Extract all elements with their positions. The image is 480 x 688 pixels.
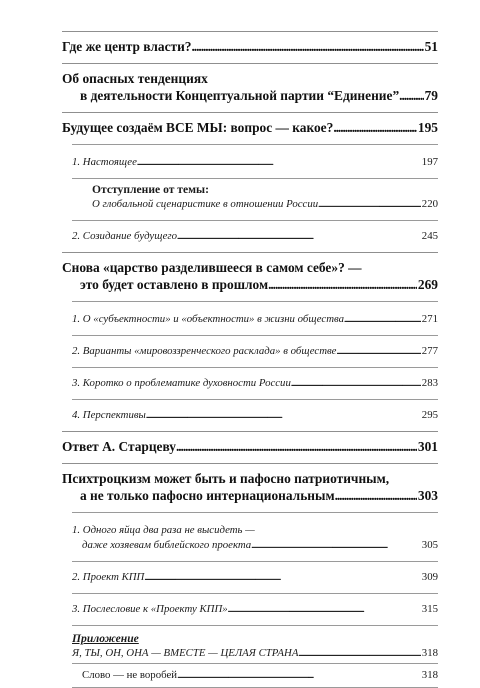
dot-leader: [144, 570, 420, 585]
dot-leader: [399, 87, 423, 104]
subentry-title: 2. Варианты «мировоззренческого расклада» в обществе: [72, 345, 337, 357]
page-number: 301: [417, 439, 438, 454]
subentry-title-line-1: 1. Одного яйца два раза не высидеть —: [72, 524, 255, 536]
divider: [72, 301, 438, 302]
chapter-title-line-1: Психтроцкизм может быть и пафосно патриотичным,: [62, 471, 390, 486]
table-of-contents: [62, 31, 438, 688]
page-number: 271: [421, 313, 438, 325]
subentry-heading: Отступление от темы:: [92, 183, 209, 196]
dot-leader: [291, 376, 421, 391]
dot-leader: [192, 38, 424, 55]
dot-leader: [268, 276, 417, 293]
toc-subentry[interactable]: [62, 400, 438, 431]
chapter-title-line-2: а не только пафосно интернациональным: [80, 488, 335, 503]
subentry-title-line-2: даже хозяевам библейского проекта: [82, 539, 252, 551]
toc-subentry[interactable]: [62, 368, 438, 399]
dot-leader: [318, 197, 421, 212]
page-number: 305: [421, 539, 438, 551]
toc-entry-chapter-2[interactable]: [62, 64, 438, 112]
dot-leader: [137, 155, 421, 170]
subentry-title: 2. Созидание будущего: [72, 230, 178, 242]
subentry-title: 3. Послесловие к «Проекту КПП»: [72, 603, 228, 615]
divider: [72, 144, 438, 145]
dot-leader: [251, 538, 421, 553]
subentry-title: 1. Настоящее: [72, 156, 137, 168]
dot-leader: [344, 312, 421, 327]
page-number: 51: [424, 39, 438, 54]
chapter-title-line-2: в деятельности Концептуальной партии “Единение”: [80, 88, 400, 103]
toc-subentry[interactable]: [62, 594, 438, 625]
page-number: 315: [421, 603, 438, 615]
page-number: 197: [421, 156, 438, 168]
dot-leader: [298, 646, 420, 661]
toc-subentry[interactable]: [62, 155, 438, 178]
toc-subentry[interactable]: [62, 664, 438, 683]
toc-subentry[interactable]: [62, 336, 438, 367]
subentry-title: 2. Проект КПП: [72, 571, 145, 583]
dot-leader: [336, 344, 420, 359]
dot-leader: [177, 668, 421, 683]
dot-leader: [335, 487, 417, 504]
toc-entry-chapter-3[interactable]: [62, 113, 438, 144]
subentry-title: О глобальной сценаристике в отношении России: [92, 198, 319, 210]
chapter-title: Будущее создаём ВСЕ МЫ: вопрос — какое?: [62, 120, 334, 135]
chapter-title: Где же центр власти?: [62, 39, 192, 54]
toc-entry-chapter-5[interactable]: [62, 432, 438, 463]
page-number: 220: [421, 198, 438, 210]
toc-subentry[interactable]: [62, 523, 438, 561]
page-number: 277: [421, 345, 438, 357]
dot-leader: [146, 408, 421, 423]
page-number: 309: [421, 571, 438, 583]
page-number: 318: [421, 647, 438, 659]
appendix-label: Приложение: [72, 632, 139, 645]
toc-entry-chapter-1[interactable]: [62, 32, 438, 63]
page-number: 303: [417, 488, 438, 503]
page-number: 245: [421, 230, 438, 242]
page-number: 295: [421, 409, 438, 421]
subentry-title: 4. Перспективы: [72, 409, 146, 421]
chapter-title-line-2: это будет оставлено в прошлом: [80, 277, 269, 292]
page-number: 195: [417, 120, 438, 135]
dot-leader: [228, 602, 421, 617]
subentry-title: 1. О «субъектности» и «объектности» в жизни общества: [72, 313, 345, 325]
toc-appendix[interactable]: [62, 626, 438, 663]
toc-entry-chapter-4[interactable]: [62, 253, 438, 301]
toc-subentry[interactable]: [62, 179, 438, 220]
page-number: 269: [417, 277, 438, 292]
chapter-title-line-1: Об опасных тенденциях: [62, 71, 208, 86]
page-number: 79: [424, 88, 438, 103]
chapter-title-line-1: Снова «царство разделившееся в самом себе»? —: [62, 260, 362, 275]
subentry-title: Слово — не воробей: [82, 669, 178, 681]
subentry-title: 3. Коротко о проблематике духовности России: [72, 377, 291, 389]
toc-subentry[interactable]: [62, 221, 438, 252]
toc-entry-chapter-6[interactable]: [62, 464, 438, 512]
page-number: 318: [421, 669, 438, 681]
dot-leader: [176, 438, 417, 455]
dot-leader: [333, 119, 417, 136]
chapter-title: Ответ А. Старцеву: [62, 439, 176, 454]
toc-subentry[interactable]: [62, 562, 438, 593]
divider: [72, 512, 438, 513]
toc-subentry[interactable]: [62, 312, 438, 335]
appendix-title: Я, ТЫ, ОН, ОНА — ВМЕСТЕ — ЦЕЛАЯ СТРАНА: [72, 647, 299, 659]
page-number: 283: [421, 377, 438, 389]
dot-leader: [177, 229, 421, 244]
